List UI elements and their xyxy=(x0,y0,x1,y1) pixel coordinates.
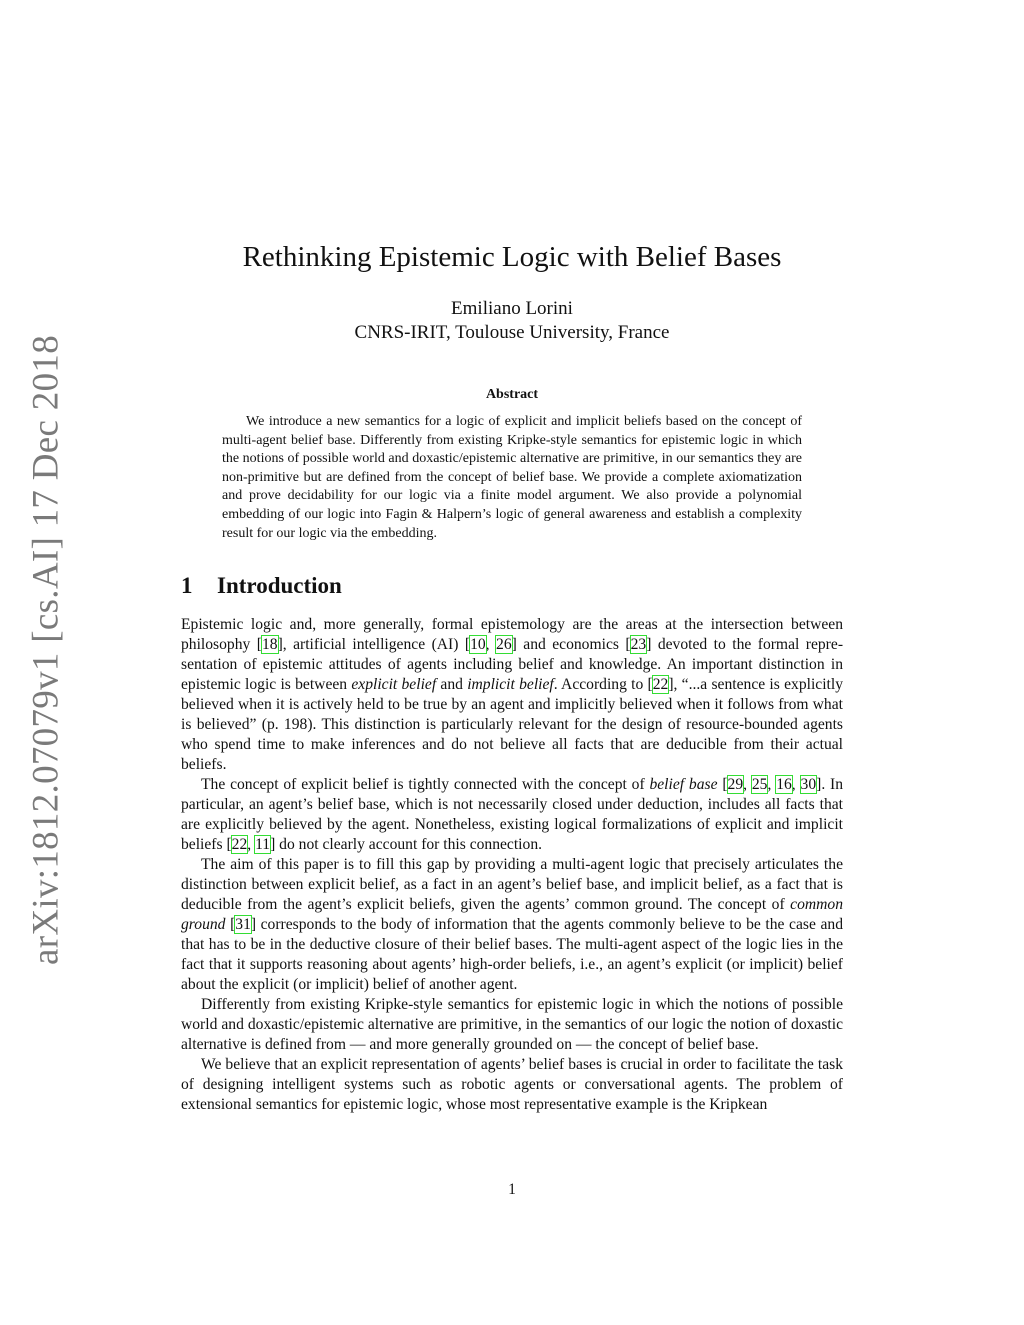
paragraph-5: We believe that an explicit representation of agents’ belief bases is crucial in order to facilitate the task of designing intelligent systems such as robotic agents or conversational agents. The problem of extensional semantics for epistemic logic, whose most representative example is the Kripkean xyxy=(181,1056,843,1113)
citation-link[interactable]: 30 xyxy=(800,776,817,793)
citation-link[interactable]: 11 xyxy=(255,836,271,853)
arxiv-identifier-stamp: arXiv:1812.07079v1 [cs.AI] 17 Dec 2018 xyxy=(25,335,67,965)
paragraph-4: Differently from existing Kripke-style semantics for epistemic logic in which the notions of possible world and doxastic/epistemic alternative are primitive, in the semantics of our logic the notion of doxastic alternative is defined from — and more generally grounded on — the concept of belief base. xyxy=(181,996,843,1053)
paper-title: Rethinking Epistemic Logic with Belief Bases xyxy=(242,241,782,273)
section-title: Introduction xyxy=(217,573,342,598)
citation-link[interactable]: 18 xyxy=(261,636,278,653)
emphasis-term: implicit belief xyxy=(467,676,554,693)
abstract-heading: Abstract xyxy=(485,387,539,402)
citation-link[interactable]: 16 xyxy=(776,776,792,793)
citation-link[interactable]: 10 xyxy=(470,636,486,653)
citation-link[interactable]: 23 xyxy=(630,636,647,653)
body-text xyxy=(181,615,843,1115)
citation-link[interactable]: 25 xyxy=(751,776,768,793)
emphasis-term: belief base xyxy=(649,776,718,793)
citation-link[interactable]: 22 xyxy=(652,676,669,693)
citation-link[interactable]: 29 xyxy=(727,776,744,793)
section-number: 1 xyxy=(181,573,193,598)
author-name: Emiliano Lorini xyxy=(451,298,573,319)
page-number: 1 xyxy=(508,1181,516,1198)
section-heading xyxy=(181,571,342,601)
emphasis-term: common ground xyxy=(181,896,843,933)
abstract-text: We introduce a new semantics for a logic of explicit and implicit beliefs based on the concept of multi-agent belief base. Differently from existing Kripke-style semantics for epistemic logic in which the notions of possible world and doxastic/epistemic alternative are primitive, in our semantics they are non-primitive but are defined from the concept of belief base. We provide a complete axiomatization and prove decidability for our logic via a finite model argument. We also provide a polynomial embedding of our logic into Fagin & Halpern’s logic of general awareness and establish a complexity result for our logic via the embedding. xyxy=(222,414,802,541)
paragraph-1: Epistemic logic and, more generally, formal epistemology are the areas at the intersection between philosophy [18], artificial intelligence (AI) [10, 26] and economics [23] devoted to the formal representation of epistemic attitudes of agents including belief and knowledge. An important distinction in epistemic logic is between explicit belief and implicit belief. According to [22], “...a sentence is explicitly believed when it is actively held to be true by an agent and implicitly believed when it follows from what is believed” (p. 198). This distinction is particularly relevant for the design of resource-bounded agents who spend time to make inferences and do not believe all facts that are deducible from their actual beliefs. xyxy=(181,616,844,773)
paragraph-2: The concept of explicit belief is tightly connected with the concept of belief base [29, 25, 16, 30]. In particular, an agent’s belief base, which is not necessarily closed under deduction, includes all facts that are explicitly believed by the agent. Nonetheless, existing logical formalizations of explicit and implicit beliefs [22, 11] do not clearly account for this connection. xyxy=(181,776,844,853)
citation-link[interactable]: 22 xyxy=(231,836,248,853)
citation-link[interactable]: 31 xyxy=(235,916,251,933)
author-affiliation: CNRS-IRIT, Toulouse University, France xyxy=(354,322,670,343)
paragraph-3: The aim of this paper is to fill this gap by providing a multi-agent logic that precisely articulates the distinction between explicit belief, as a fact in an agent’s belief base, and implicit belief, as a fact that is deducible from the agent’s explicit beliefs, given the agents’ common ground. The concept of common ground [31] corresponds to the body of information that the agents commonly believe to be the case and that has to be in the deductive closure of their belief bases. The multi-agent aspect of the logic lies in the fact that it supports reasoning about agents’ high-order beliefs, i.e., an agent’s explicit (or implicit) belief about the explicit (or implicit) belief of another agent. xyxy=(181,856,843,993)
citation-link[interactable]: 26 xyxy=(496,636,512,653)
emphasis-term: explicit belief xyxy=(351,676,437,693)
